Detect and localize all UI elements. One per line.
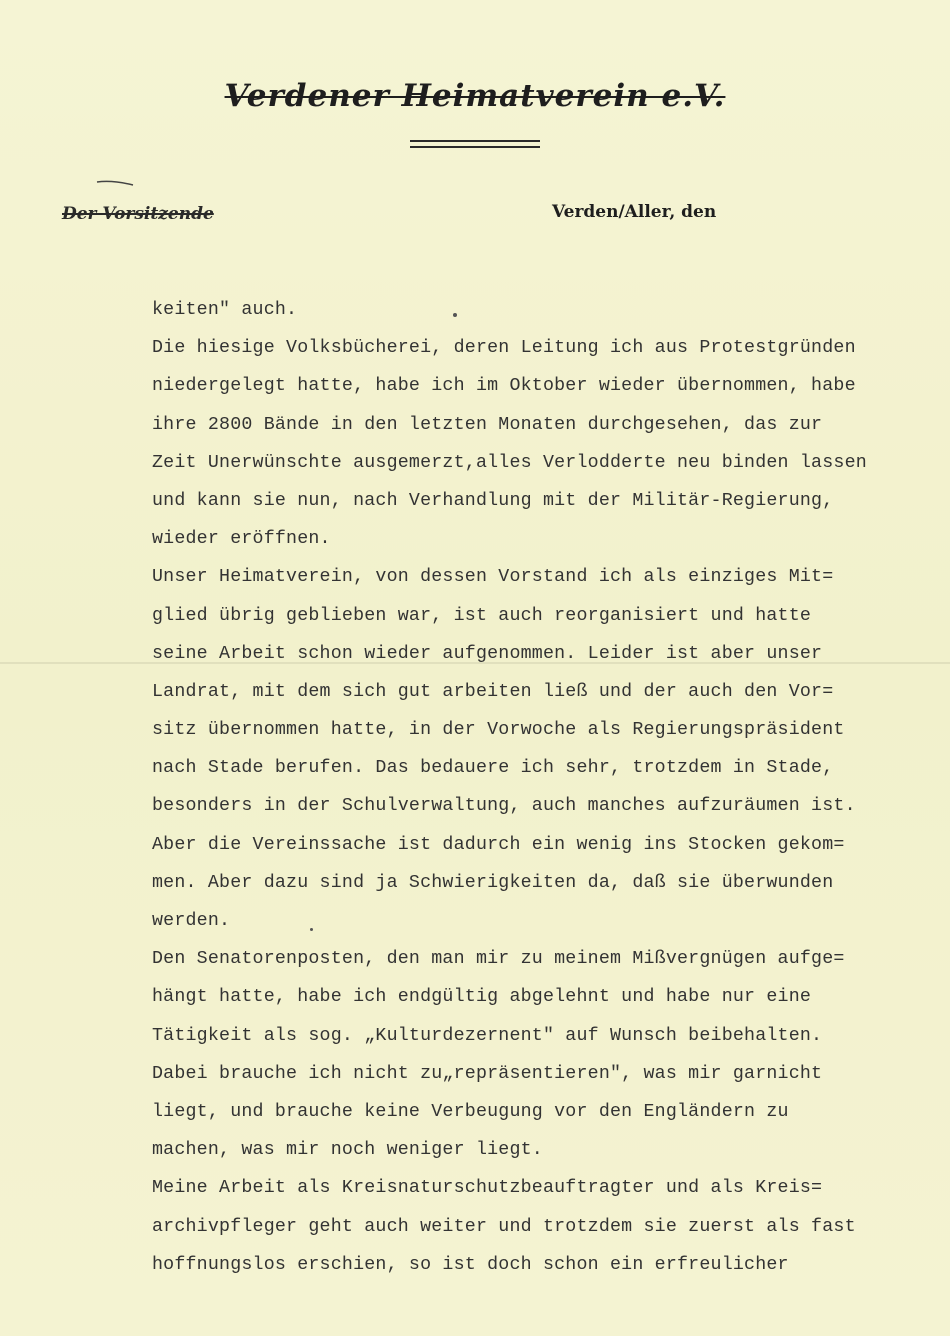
letter-body [152,296,912,1289]
body-line: Aber die Vereinssache ist dadurch ein wenig ins Stocken gekom= [152,834,845,855]
body-line: seine Arbeit schon wieder aufgenommen. Leider ist aber unser [152,643,823,664]
body-line: werden. [152,911,231,931]
sender-role: Der Vorsitzende [62,204,214,224]
letterhead-rule-top [410,140,540,142]
body-line: Zeit Unerwünschte ausgemerzt,alles Verlodderte neu binden lassen [152,452,867,473]
place-date: Verden/Aller, den [552,202,717,222]
body-line: Die hiesige Volksbücherei, deren Leitung ich aus Protestgründen [152,338,856,359]
body-line: nach Stade berufen. Das bedauere ich sehr, trotzdem in Stade, [152,758,834,779]
body-line: Landrat, mit dem sich gut arbeiten ließ und der auch den Vor= [152,681,834,702]
body-line: Den Senatorenposten, den man mir zu meinem Mißvergnügen aufge= [152,949,845,970]
body-line: besonders in der Schulverwaltung, auch manches aufzuräumen ist. [152,796,856,817]
body-line: men. Aber dazu sind ja Schwierigkeiten da, daß sie überwunden [152,872,834,893]
body-line: hängt hatte, habe ich endgültig abgelehnt und habe nur eine [152,987,812,1008]
letterhead-rule-bottom [410,146,540,148]
body-line: liegt, und brauche keine Verbeugung vor den Engländern zu [152,1101,789,1122]
body-line: Dabei brauche ich nicht zu„repräsentieren", was mir garnicht [152,1063,823,1084]
body-line: archivpfleger geht auch weiter und trotzdem sie zuerst als fast [152,1216,856,1237]
body-line: machen, was mir noch weniger liegt. [152,1140,543,1161]
letterhead-title: Verdener Heimatverein e.V. [224,78,726,114]
body-line: niedergelegt hatte, habe ich im Oktober wieder übernommen, habe [152,376,856,397]
body-line: glied übrig geblieben war, ist auch reorganisiert und hatte [152,605,812,626]
body-line: Unser Heimatverein, von dessen Vorstand ich als einziges Mit= [152,567,834,588]
body-line: wieder eröffnen. [152,529,331,550]
pen-stroke-mark [95,178,135,188]
body-line: ihre 2800 Bände in den letzten Monaten durchgesehen, das zur [152,414,823,435]
body-line: hoffnungslos erschien, so ist doch schon ein erfreulicher [152,1254,789,1275]
body-line: keiten" auch. [152,300,298,320]
body-line: Meine Arbeit als Kreisnaturschutzbeauftragter und als Kreis= [152,1178,823,1199]
body-line: und kann sie nun, nach Verhandlung mit der Militär-Regierung, [152,490,834,511]
body-line: Tätigkeit als sog. „Kulturdezernent" auf Wunsch beibehalten. [152,1025,823,1046]
body-line: sitz übernommen hatte, in der Vorwoche als Regierungspräsident [152,720,845,741]
